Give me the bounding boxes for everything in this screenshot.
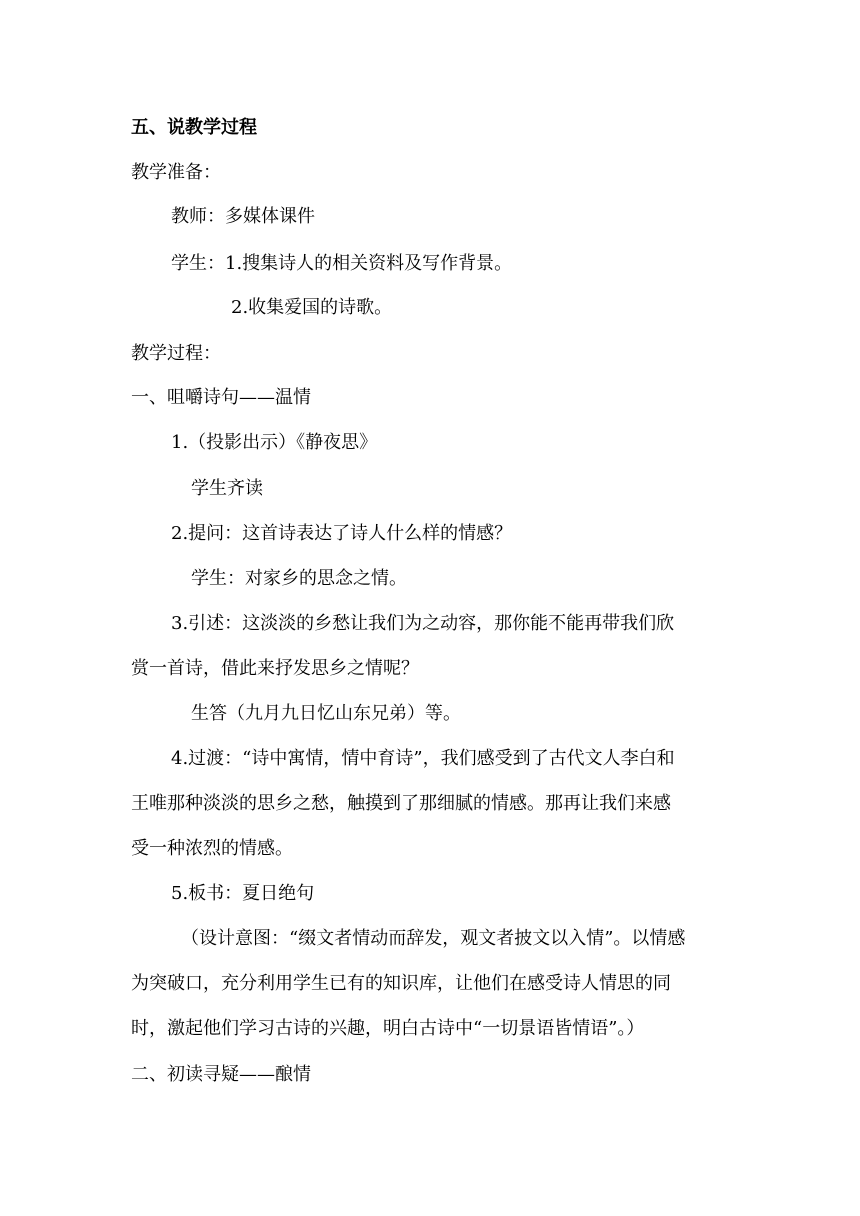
part-two-heading: 二、初读寻疑——酿情 bbox=[131, 1064, 311, 1085]
student-line-2: 2.收集爱国的诗歌。 bbox=[231, 297, 393, 318]
step-3-answer: 生答（九月九日忆山东兄弟）等。 bbox=[191, 703, 461, 724]
step-5: 5.板书：夏日绝句 bbox=[171, 883, 315, 904]
step-4-line-2: 王唯那种淡淡的思乡之愁，触摸到了那细腻的情感。那再让我们来感 bbox=[131, 793, 671, 814]
step-2: 2.提问：这首诗表达了诗人什么样的情感？ bbox=[171, 523, 513, 544]
step-2-answer: 学生：对家乡的思念之情。 bbox=[191, 568, 407, 589]
student-line-1: 学生：1.搜集诗人的相关资料及写作背景。 bbox=[171, 253, 513, 274]
step-4-line-3: 受一种浓烈的情感。 bbox=[131, 838, 293, 859]
step-1: 1.（投影出示）《静夜思》 bbox=[171, 432, 378, 453]
step-4-line-1: 4.过渡：“诗中寓情，情中育诗”，我们感受到了古代文人李白和 bbox=[171, 748, 675, 769]
part-one-heading: 一、咀嚼诗句——温情 bbox=[131, 387, 311, 408]
teacher-line: 教师：多媒体课件 bbox=[171, 206, 315, 227]
step-3-line-2: 赏一首诗，借此来抒发思乡之情呢？ bbox=[131, 658, 419, 679]
section-heading: 五、说教学过程 bbox=[131, 117, 257, 138]
design-intent-line-2: 为突破口，充分利用学生已有的知识库，让他们在感受诗人情思的同 bbox=[131, 973, 671, 994]
subheading-process: 教学过程： bbox=[131, 343, 221, 364]
step-1-note: 学生齐读 bbox=[191, 478, 263, 499]
design-intent-line-3: 时，激起他们学习古诗的兴趣，明白古诗中“一切景语皆情语”。） bbox=[131, 1018, 645, 1039]
step-3-line-1: 3.引述：这淡淡的乡愁让我们为之动容，那你能不能再带我们欣 bbox=[171, 613, 675, 634]
design-intent-line-1: （设计意图：“缀文者情动而辞发，观文者披文以入情”。以情感 bbox=[181, 928, 686, 949]
subheading-preparation: 教学准备： bbox=[131, 162, 221, 183]
